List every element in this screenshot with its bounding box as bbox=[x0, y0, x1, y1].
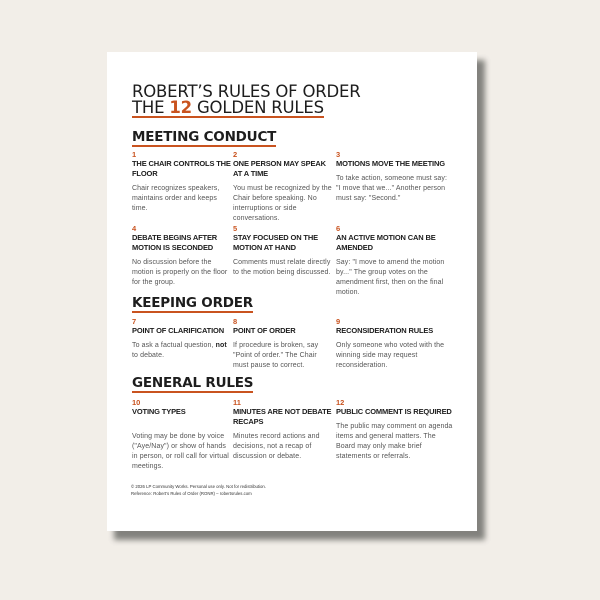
rule-body: Voting may be done by voice ("Aye/Nay") or show of hands in person, or roll call for virtual meetings. bbox=[132, 433, 229, 470]
rule-heading: THE CHAIR CONTROLS THE FLOOR bbox=[132, 159, 231, 178]
rule-number: 5 bbox=[233, 224, 238, 233]
document-page bbox=[107, 52, 477, 531]
rule-heading: PUBLIC COMMENT IS REQUIRED bbox=[336, 407, 452, 416]
rule-2 bbox=[233, 150, 333, 224]
rule-body: The public may comment on agenda items and general matters. The Board may only make brief statements or referrals. bbox=[336, 423, 453, 460]
rule-number: 4 bbox=[132, 224, 137, 233]
rule-body: Comments must relate directly to the motion being discussed. bbox=[233, 259, 331, 276]
title-suffix: GOLDEN RULES bbox=[191, 98, 324, 117]
section-heading-keeping-order: KEEPING ORDER bbox=[132, 295, 253, 311]
document-title bbox=[132, 84, 361, 118]
rule-number: 7 bbox=[132, 317, 137, 326]
rule-5 bbox=[233, 224, 333, 278]
rule-heading: MINUTES ARE NOT DEBATE RECAPS bbox=[233, 407, 332, 426]
footer-copyright: © 2026 LP Community Works. Personal use only. Not for redistribution. bbox=[131, 484, 266, 489]
rule-body: Say: "I move to amend the motion by..." The group votes on the amendment first, then on the final motion. bbox=[336, 259, 445, 296]
rule-8 bbox=[233, 317, 333, 371]
rule-11 bbox=[233, 398, 333, 462]
rule-heading: POINT OF CLARIFICATION bbox=[132, 326, 224, 335]
rule-number: 12 bbox=[336, 398, 345, 407]
rule-heading: ONE PERSON MAY SPEAK AT A TIME bbox=[233, 159, 326, 178]
rule-heading: AN ACTIVE MOTION CAN BE AMENDED bbox=[336, 233, 436, 252]
rule-body: If procedure is broken, say "Point of order." The Chair must pause to correct. bbox=[233, 342, 319, 369]
rule-10 bbox=[132, 398, 232, 472]
rule-number: 9 bbox=[336, 317, 341, 326]
rule-heading: POINT OF ORDER bbox=[233, 326, 296, 335]
rule-number: 11 bbox=[233, 398, 241, 407]
title-line-1: ROBERT’S RULES OF ORDER bbox=[132, 82, 361, 101]
rule-body-text: To ask a factual question, bbox=[132, 342, 216, 349]
rule-4 bbox=[132, 224, 232, 288]
rule-body-text: to debate. bbox=[132, 352, 165, 359]
rule-number: 2 bbox=[233, 150, 238, 159]
title-prefix: THE bbox=[132, 98, 170, 117]
title-line-2 bbox=[132, 100, 324, 118]
rule-heading: MOTIONS MOVE THE MEETING bbox=[336, 159, 445, 168]
footer bbox=[131, 484, 266, 497]
rule-body: To take action, someone must say: "I move that we..." Another person must say: "Second." bbox=[336, 175, 448, 202]
rule-number: 6 bbox=[336, 224, 341, 233]
rule-number: 10 bbox=[132, 398, 141, 407]
rule-body: No discussion before the motion is properly on the floor for the group. bbox=[132, 259, 228, 286]
rule-3 bbox=[336, 150, 448, 204]
rule-body: You must be recognized by the Chair before speaking. No interruptions or side conversations. bbox=[233, 185, 332, 222]
title-number: 12 bbox=[169, 98, 192, 117]
rule-body: Only someone who voted with the winning side may request reconsideration. bbox=[336, 342, 445, 369]
rule-number: 8 bbox=[233, 317, 238, 326]
rule-body bbox=[132, 341, 232, 361]
rule-12 bbox=[336, 398, 454, 462]
rule-1 bbox=[132, 150, 232, 214]
rule-number: 3 bbox=[336, 150, 341, 159]
rule-body: Chair recognizes speakers, maintains order and keeps time. bbox=[132, 185, 220, 212]
rule-body-emphasis: not bbox=[215, 342, 227, 349]
section-heading-general-rules: GENERAL RULES bbox=[132, 375, 254, 391]
footer-reference: Reference: Robert’s Rules of Order (RONR) – robertsrules.com bbox=[131, 490, 252, 496]
rule-body: Minutes record actions and decisions, not a recap of discussion or debate. bbox=[233, 433, 320, 460]
rule-heading: RECONSIDERATION RULES bbox=[336, 326, 434, 335]
rule-7 bbox=[132, 317, 232, 361]
rule-heading: STAY FOCUSED ON THE MOTION AT HAND bbox=[233, 233, 318, 252]
section-heading-meeting-conduct: MEETING CONDUCT bbox=[132, 129, 277, 145]
rule-9 bbox=[336, 317, 448, 371]
rule-heading: VOTING TYPES bbox=[132, 407, 186, 416]
rule-heading: DEBATE BEGINS AFTER MOTION IS SECONDED bbox=[132, 233, 218, 252]
rule-number: 1 bbox=[132, 150, 137, 159]
rule-6 bbox=[336, 224, 448, 298]
